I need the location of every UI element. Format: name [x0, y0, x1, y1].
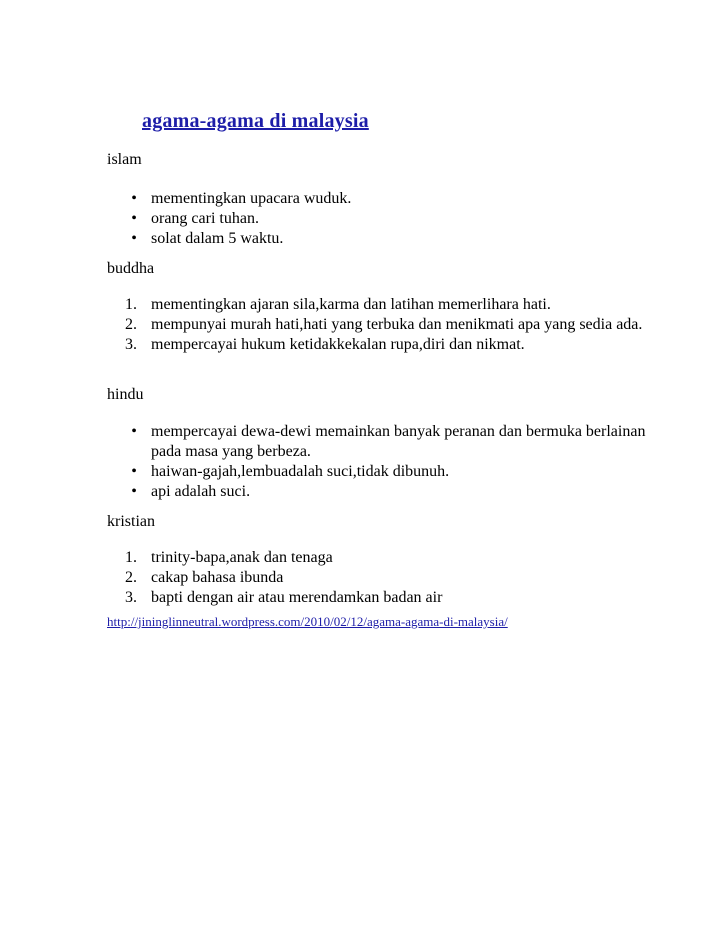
hindu-list	[107, 422, 671, 502]
section-heading-buddha: buddha	[107, 260, 155, 277]
number-marker: 2.	[125, 316, 137, 333]
list-item	[107, 315, 671, 335]
section-heading-hindu: hindu	[107, 386, 144, 403]
list-item	[107, 548, 671, 568]
list-item	[107, 229, 671, 249]
number-marker: 3.	[125, 589, 137, 606]
list-item-text: mementingkan upacara wuduk.	[151, 190, 352, 207]
kristian-list	[107, 548, 671, 608]
bullet-marker: •	[131, 463, 137, 480]
list-item	[107, 189, 671, 209]
bullet-marker: •	[131, 190, 137, 207]
list-item	[107, 588, 671, 608]
list-item-text: haiwan-gajah,lembuadalah suci,tidak dibunuh.	[151, 463, 450, 480]
list-item-text: mempunyai murah hati,hati yang terbuka dan menikmati apa yang sedia ada.	[151, 316, 643, 333]
source-link[interactable]: http://jininglinneutral.wordpress.com/2010/02/12/agama-agama-di-malaysia/	[107, 614, 508, 629]
list-item	[107, 568, 671, 588]
number-marker: 1.	[125, 549, 137, 566]
list-item	[107, 422, 671, 462]
list-item-text: solat dalam 5 waktu.	[151, 230, 284, 247]
number-marker: 2.	[125, 569, 137, 586]
page-title[interactable]: agama-agama di malaysia	[142, 110, 369, 132]
list-item	[107, 295, 671, 315]
list-item-text: mempercayai dewa-dewi memainkan banyak peranan dan bermuka berlainan pada masa yang berbeza.	[151, 423, 646, 460]
list-item-text: api adalah suci.	[151, 483, 251, 500]
bullet-marker: •	[131, 230, 137, 247]
bullet-marker: •	[131, 423, 137, 440]
list-item	[107, 482, 671, 502]
section-heading-kristian: kristian	[107, 513, 155, 530]
number-marker: 3.	[125, 336, 137, 353]
list-item	[107, 209, 671, 229]
list-item-text: trinity-bapa,anak dan tenaga	[151, 549, 333, 566]
list-item-text: orang cari tuhan.	[151, 210, 259, 227]
bullet-marker: •	[131, 483, 137, 500]
list-item-text: bapti dengan air atau merendamkan badan air	[151, 589, 443, 606]
bullet-marker: •	[131, 210, 137, 227]
buddha-list	[107, 295, 671, 355]
number-marker: 1.	[125, 296, 137, 313]
list-item-text: cakap bahasa ibunda	[151, 569, 284, 586]
list-item-text: mempercayai hukum ketidakkekalan rupa,diri dan nikmat.	[151, 336, 525, 353]
list-item	[107, 335, 671, 355]
list-item	[107, 462, 671, 482]
islam-list	[107, 189, 671, 249]
list-item-text: mementingkan ajaran sila,karma dan latihan memerlihara hati.	[151, 296, 551, 313]
section-heading-islam: islam	[107, 151, 142, 168]
